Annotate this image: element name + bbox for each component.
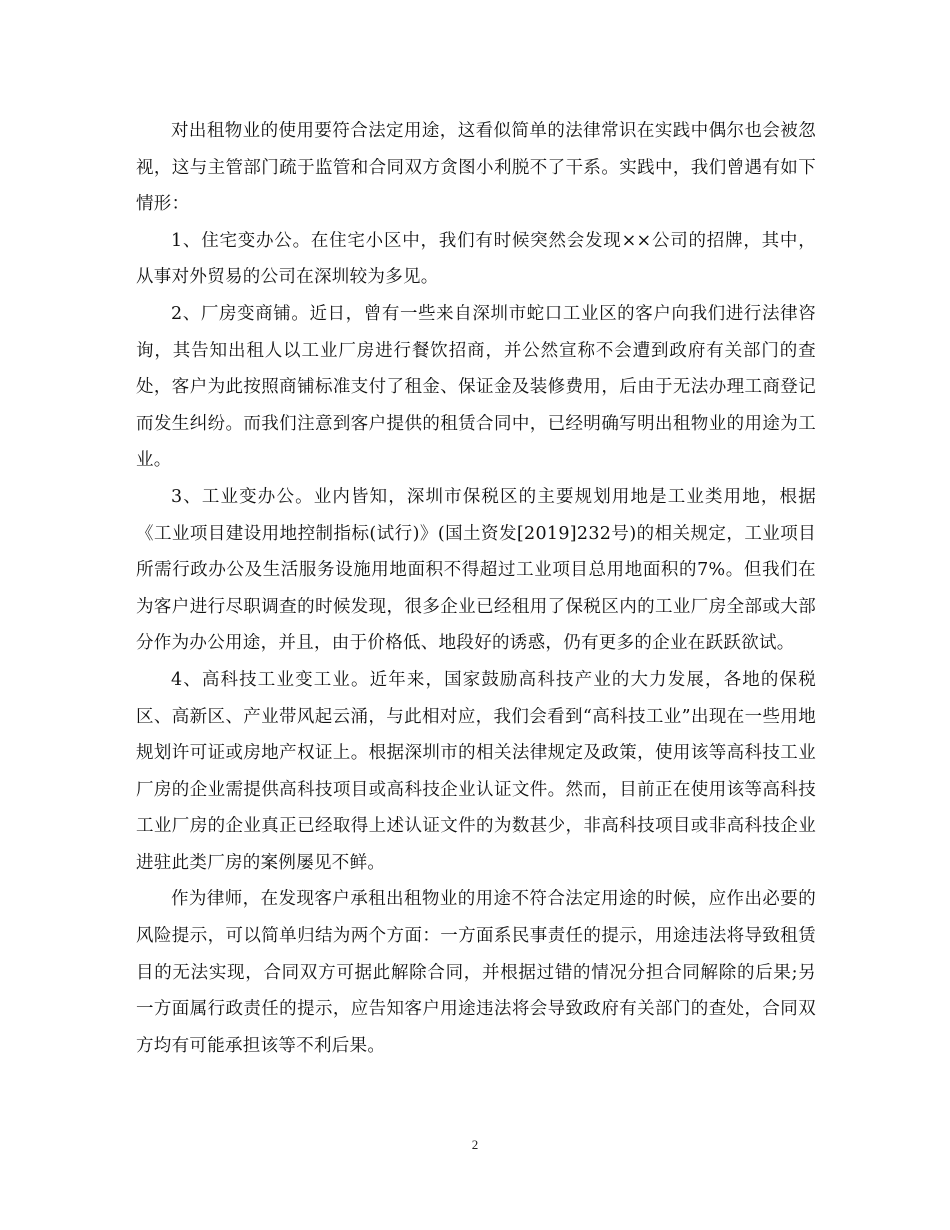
paragraph-case-1: 1、住宅变办公。在住宅小区中，我们有时候突然会发现××公司的招牌，其中，从事对外贸易的公司在深圳较为多见。 bbox=[136, 230, 816, 288]
paragraph-conclusion: 作为律师，在发现客户承租出租物业的用途不符合法定用途的时候，应作出必要的风险提示，可以简单归结为两个方面：一方面系民事责任的提示，用途违法将导致租赁目的无法实现，合同双方可据此解除合同，并根据过错的情况分担合同解除的后果;另一方面属行政责任的提示，应告知客户用途违法将会导致政府有关部门的查处，合同双方均有可能承担该等不利后果。 bbox=[136, 889, 816, 1056]
paragraph-case-4: 4、高科技工业变工业。近年来，国家鼓励高科技产业的大力发展，各地的保税区、高新区、产业带风起云涌，与此相对应，我们会看到“高科技工业”出现在一些用地规划许可证或房地产权证上。根据深圳市的相关法律规定及政策，使用该等高科技工业厂房的企业需提供高科技项目或高科技企业认证文件。然而，目前正在使用该等高科技工业厂房的企业真正已经取得上述认证文件的为数甚少，非高科技项目或非高科技企业进驻此类厂房的案例屡见不鲜。 bbox=[136, 669, 816, 873]
paragraph-case-2: 2、厂房变商铺。近日，曾有一些来自深圳市蛇口工业区的客户向我们进行法律咨询，其告知出租人以工业厂房进行餐饮招商，并公然宣称不会遭到政府有关部门的查处，客户为此按照商铺标准支付了租金、保证金及装修费用，后由于无法办理工商登记而发生纠纷。而我们注意到客户提供的租赁合同中，已经明确写明出租物业的用途为工业。 bbox=[136, 303, 816, 471]
paragraph-case-3: 3、工业变办公。业内皆知，深圳市保税区的主要规划用地是工业类用地，根据《工业项目建设用地控制指标(试行)》(国土资发[2019]232号)的相关规定，工业项目所需行政办公及生活服务设施用地面积不得超过工业项目总用地面积的7%。但我们在为客户进行尽职调查的时候发现，很多企业已经租用了保税区内的工业厂房全部或大部分作为办公用途，并且，由于价格低、地段好的诱惑，仍有更多的企业在跃跃欲试。 bbox=[136, 486, 816, 654]
document-body bbox=[136, 113, 816, 1064]
paragraph-intro: 对出租物业的使用要符合法定用途，这看似简单的法律常识在实践中偶尔也会被忽视，这与主管部门疏于监管和合同双方贪图小利脱不了干系。实践中，我们曾遇有如下情形： bbox=[136, 121, 816, 215]
page-number: 2 bbox=[471, 1137, 479, 1152]
